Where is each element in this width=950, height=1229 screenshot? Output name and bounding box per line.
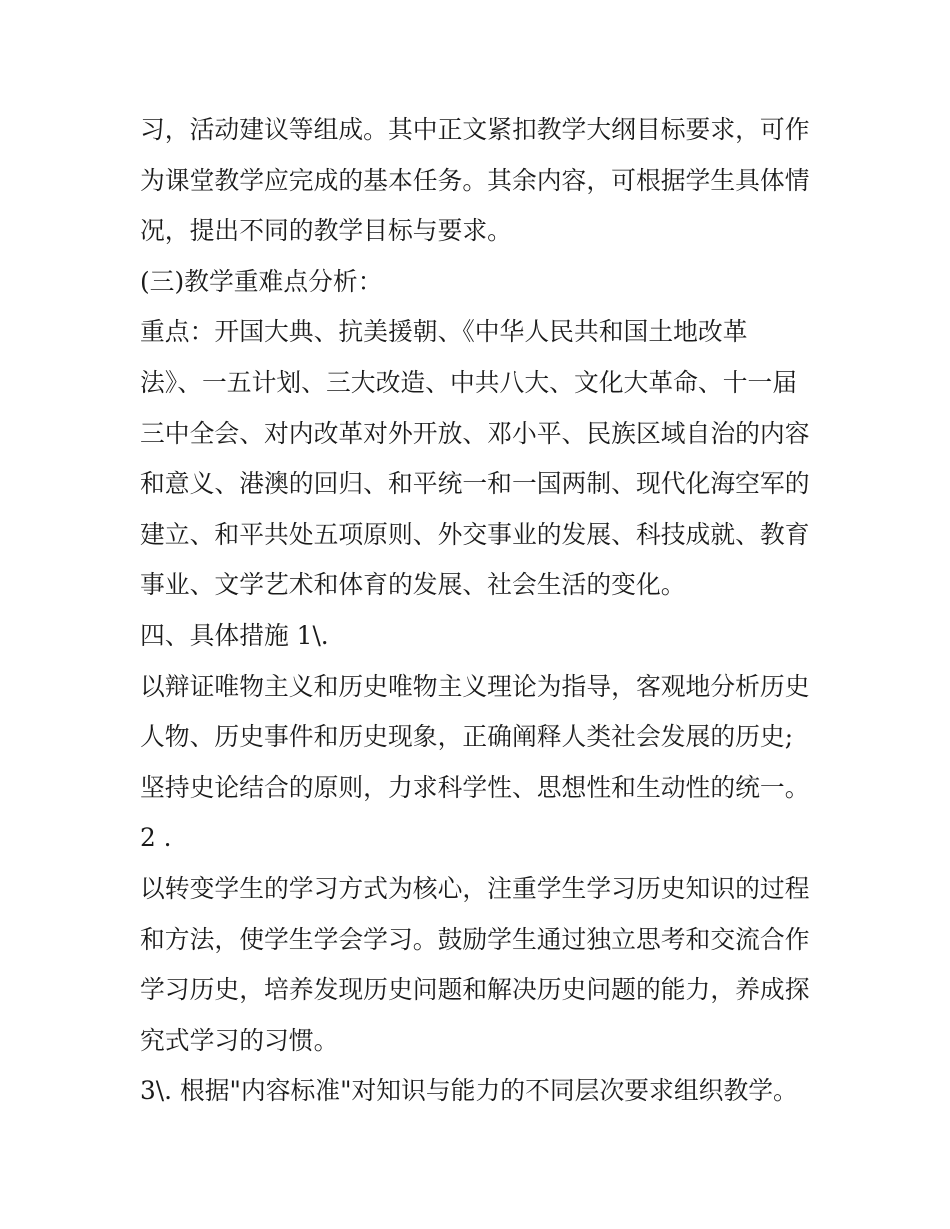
text-line: 重点：开国大典、抗美援朝、《中华人民共和国土地改革 xyxy=(140,317,748,347)
text-line: 究式学习的习惯。 xyxy=(140,1025,339,1055)
text-line: 三中全会、对内改革对外开放、邓小平、民族区域自治的内容 xyxy=(140,418,810,448)
text-line: (三)教学重难点分析： xyxy=(140,266,383,296)
text-line: 和方法，使学生学会学习。鼓励学生通过独立思考和交流合作 xyxy=(140,924,810,954)
text-line: 人物、历史事件和历史现象，正确阐释人类社会发展的历史; xyxy=(140,722,794,752)
text-line: 和意义、港澳的回归、和平统一和一国两制、现代化海空军的 xyxy=(140,469,810,499)
text-line: 事业、文学艺术和体育的发展、社会生活的变化。 xyxy=(140,570,686,600)
document-body xyxy=(140,105,820,1117)
text-line: 学习历史，培养发现历史问题和解决历史问题的能力，养成探 xyxy=(140,975,810,1005)
text-line: 法》、一五计划、三大改造、中共八大、文化大革命、十一届 xyxy=(140,367,798,397)
text-line: 以辩证唯物主义和历史唯物主义理论为指导，客观地分析历史 xyxy=(140,671,810,701)
text-line: 为课堂教学应完成的基本任务。其余内容，可根据学生具体情 xyxy=(140,165,810,195)
text-line: 以转变学生的学习方式为核心，注重学生学习历史知识的过程 xyxy=(140,873,810,903)
text-line: 建立、和平共处五项原则、外交事业的发展、科技成就、教育 xyxy=(140,519,810,549)
text-line: 四、具体措施 1\. xyxy=(140,620,329,650)
text-line: 习，活动建议等组成。其中正文紧扣教学大纲目标要求，可作 xyxy=(140,115,810,144)
text-line: 3\. 根据"内容标准"对知识与能力的不同层次要求组织教学。 xyxy=(140,1076,798,1106)
text-line: 2 . xyxy=(140,823,172,853)
text-line: 况，提出不同的教学目标与要求。 xyxy=(140,216,512,246)
text-line: 坚持史论结合的原则，力求科学性、思想性和生动性的统一。 xyxy=(140,772,810,802)
